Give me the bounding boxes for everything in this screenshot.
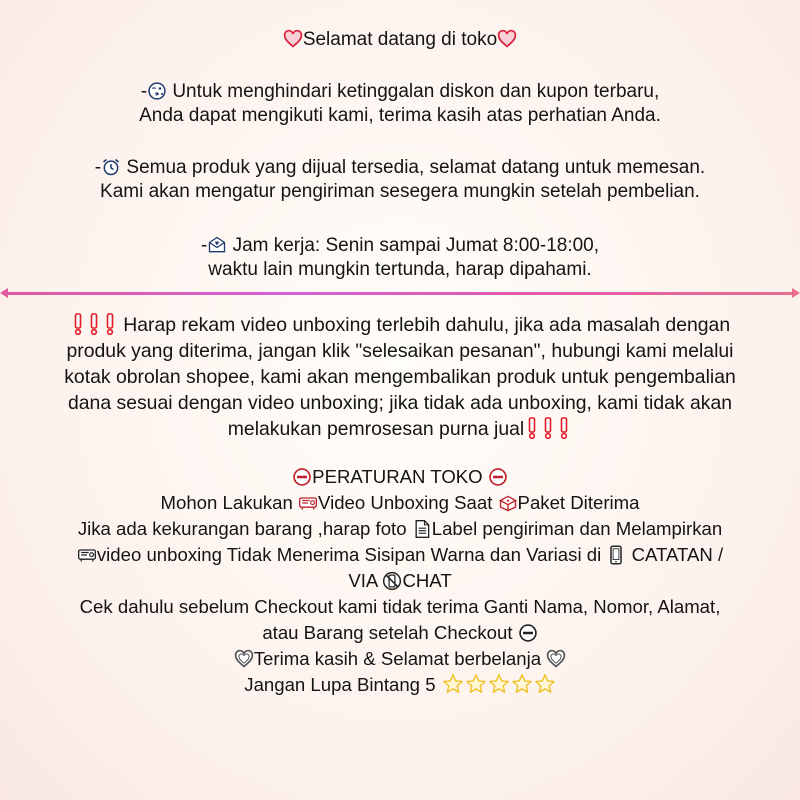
no-entry-icon: [292, 467, 312, 487]
red-exclamation-icon: [527, 417, 537, 439]
projector-icon: [77, 545, 97, 565]
no-mobile-phone-icon: [382, 571, 402, 591]
stars-label: Jangan Lupa Bintang 5: [244, 674, 436, 695]
wink-kiss-emoji-icon: [147, 81, 167, 101]
rules-line-2a: Jika ada kekurangan barang ,harap foto: [77, 518, 407, 539]
warning-line-2: produk yang diterima, jangan klik "selesaikan pesanan", hubungi kami melalui: [66, 340, 734, 362]
red-exclamation-icon: [89, 313, 99, 335]
follow-paragraph: - Untuk menghindari ketinggalan diskon dan kupon terbaru, Anda dapat mengikuti kami, terima kasih atas perhatian Anda.: [0, 80, 800, 128]
hours-line-1: Jam kerja: Senin sampai Jumat 8:00-18:00,: [232, 235, 600, 256]
hours-line-2: waktu lain mungkin tertunda, harap dipahami.: [208, 259, 592, 280]
rules-title-line: [0, 464, 800, 490]
welcome-text: Selamat datang di toko: [302, 29, 498, 50]
star-outline-icon: [465, 673, 487, 695]
star-outline-icon: [488, 673, 510, 695]
products-paragraph: - Semua produk yang dijual tersedia, selamat datang untuk memesan. Kami akan mengatur pengiriman sesegera mungkin setelah pembelian.: [0, 156, 800, 204]
rules-line-3b: CATATAN /: [631, 544, 724, 565]
thanks-text: Terima kasih & Selamat berbelanja: [253, 648, 542, 669]
star-outline-icon: [534, 673, 556, 695]
rules-line-1b: Video Unboxing Saat: [318, 492, 493, 513]
rules-title: PERATURAN TOKO: [312, 466, 483, 487]
red-exclamation-icon: [73, 313, 83, 335]
heart-outline-icon: [497, 29, 517, 49]
welcome-line: [0, 28, 800, 52]
projector-icon: [298, 493, 318, 513]
warning-paragraph: [0, 312, 800, 442]
rules-line-4b: CHAT: [402, 570, 452, 591]
heart-outline-icon: [234, 649, 254, 669]
document-icon: [412, 519, 432, 539]
rules-line-5: Cek dahulu sebelum Checkout kami tidak terima Ganti Nama, Nomor, Alamat,: [79, 596, 721, 617]
rules-line-1c: Paket Diterima: [517, 492, 640, 513]
follow-line-1: Untuk menghindari ketinggalan diskon dan kupon terbaru,: [172, 81, 660, 102]
hours-paragraph: - Jam kerja: Senin sampai Jumat 8:00-18:00, waktu lain mungkin tertunda, harap dipahami.: [0, 234, 800, 282]
star-rating: [441, 673, 556, 695]
star-outline-icon: [511, 673, 533, 695]
red-exclamation-icon: [105, 313, 115, 335]
mobile-phone-icon: [606, 545, 626, 565]
red-exclamation-icon: [543, 417, 553, 439]
package-icon: [498, 493, 518, 513]
products-line-2: Kami akan mengatur pengiriman sesegera mungkin setelah pembelian.: [100, 181, 700, 202]
heart-outline-icon: [283, 29, 303, 49]
envelope-heart-icon: [207, 235, 227, 255]
no-entry-icon: [488, 467, 508, 487]
no-entry-icon: [518, 623, 538, 643]
star-outline-icon: [442, 673, 464, 695]
rules-line-1a: Mohon Lakukan: [160, 492, 293, 513]
warning-line-4: dana sesuai dengan video unboxing; jika tidak ada unboxing, kami tidak akan: [67, 392, 733, 414]
red-exclamation-icon: [559, 417, 569, 439]
products-line-1: Semua produk yang dijual tersedia, selamat datang untuk memesan.: [126, 157, 706, 178]
rules-section: [0, 464, 800, 698]
alarm-clock-icon: [101, 157, 121, 177]
rules-line-3a: video unboxing Tidak Menerima Sisipan Warna dan Variasi di: [96, 544, 602, 565]
rules-line-4a: VIA: [348, 570, 378, 591]
follow-line-2: Anda dapat mengikuti kami, terima kasih atas perhatian Anda.: [139, 105, 661, 126]
warning-line-1: Harap rekam video unboxing terlebih dahulu, jika ada masalah dengan: [123, 314, 731, 336]
rules-line-2b: Label pengiriman dan Melampirkan: [431, 518, 723, 539]
warning-line-5: melakukan pemrosesan purna jual: [227, 418, 525, 440]
section-divider: [6, 292, 794, 295]
warning-line-3: kotak obrolan shopee, kami akan mengembalikan produk untuk pengembalian: [64, 366, 736, 388]
rules-line-6: atau Barang setelah Checkout: [262, 622, 513, 643]
heart-outline-icon: [546, 649, 566, 669]
